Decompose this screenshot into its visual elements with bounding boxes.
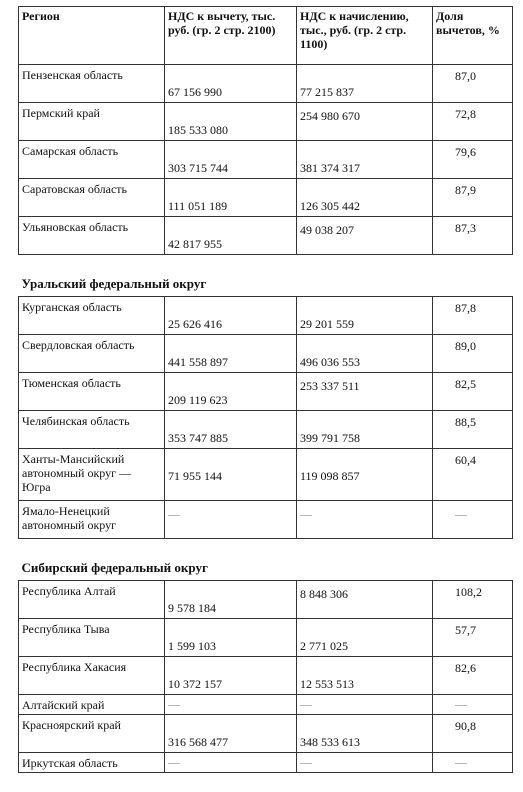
- accrual-cell-value: 49 038 207: [300, 223, 354, 237]
- deduction-cell: [165, 141, 297, 179]
- deduction-cell-value: 209 119 623: [168, 393, 228, 407]
- deduction-cell: [165, 581, 297, 619]
- accrual-cell: [297, 581, 433, 619]
- deduction-cell-value: 67 156 990: [168, 85, 222, 99]
- region-cell: Республика Хакасия: [19, 657, 165, 695]
- deduction-cell: [165, 335, 297, 373]
- share-cell-value: 82,5: [455, 377, 476, 391]
- region-cell: Тюменская область: [19, 373, 165, 411]
- share-cell: [433, 103, 513, 141]
- accrual-cell: [297, 179, 433, 217]
- share-cell-value: 87,3: [455, 221, 476, 235]
- table-row: [19, 411, 513, 449]
- share-cell-value: 88,5: [455, 415, 476, 429]
- accrual-cell-value: —: [300, 755, 312, 769]
- accrual-cell: [297, 297, 433, 335]
- accrual-cell: [297, 335, 433, 373]
- header-row: [19, 7, 513, 65]
- share-cell: [433, 753, 513, 773]
- deduction-cell: [165, 449, 297, 501]
- table-row: [19, 657, 513, 695]
- deduction-cell: [165, 297, 297, 335]
- region-cell: Ульяновская область: [19, 217, 165, 255]
- accrual-cell-value: 253 337 511: [300, 379, 360, 393]
- deduction-cell: [165, 373, 297, 411]
- deduction-cell-value: —: [168, 507, 180, 521]
- document-page: [18, 6, 512, 773]
- deduction-cell-value: 303 715 744: [168, 161, 228, 175]
- accrual-cell-value: —: [300, 507, 312, 521]
- accrual-cell-value: 399 791 758: [300, 431, 360, 445]
- accrual-cell-value: 119 098 857: [300, 469, 360, 483]
- share-cell-value: 87,0: [455, 69, 476, 83]
- accrual-cell: [297, 695, 433, 715]
- table-row: [19, 715, 513, 753]
- table-row: [19, 141, 513, 179]
- table-row: [19, 501, 513, 539]
- deduction-cell-value: 441 558 897: [168, 355, 228, 369]
- share-cell: [433, 715, 513, 753]
- deduction-cell-value: 111 051 189: [168, 199, 228, 213]
- share-cell: [433, 297, 513, 335]
- deduction-cell-value: —: [168, 697, 180, 711]
- deduction-cell: [165, 179, 297, 217]
- deduction-cell-value: 10 372 157: [168, 677, 222, 691]
- region-cell: Пермский край: [19, 103, 165, 141]
- accrual-cell: [297, 103, 433, 141]
- share-cell: [433, 657, 513, 695]
- share-cell-value: —: [455, 697, 467, 711]
- share-cell-value: 82,6: [455, 661, 476, 675]
- section-row: [19, 539, 513, 581]
- deduction-cell-value: 185 533 080: [168, 123, 228, 137]
- table-row: [19, 217, 513, 255]
- share-cell: [433, 695, 513, 715]
- share-cell: [433, 179, 513, 217]
- table-row: [19, 449, 513, 501]
- deduction-cell-value: 1 599 103: [168, 639, 216, 653]
- deduction-cell: [165, 501, 297, 539]
- share-cell-value: 108,2: [455, 585, 482, 599]
- share-cell-value: 79,6: [455, 145, 476, 159]
- table-row: [19, 297, 513, 335]
- deduction-cell-value: 25 626 416: [168, 317, 222, 331]
- accrual-cell: [297, 657, 433, 695]
- accrual-cell-value: 496 036 553: [300, 355, 360, 369]
- header-share: Доля вычетов, %: [433, 7, 513, 65]
- deduction-cell: [165, 695, 297, 715]
- table-row: [19, 179, 513, 217]
- share-cell-value: 57,7: [455, 623, 476, 637]
- region-cell: Алтайский край: [19, 695, 165, 715]
- accrual-cell: [297, 715, 433, 753]
- share-cell: [433, 141, 513, 179]
- share-cell-value: 87,8: [455, 301, 476, 315]
- deduction-cell: [165, 411, 297, 449]
- deduction-cell: [165, 103, 297, 141]
- share-cell-value: 87,9: [455, 183, 476, 197]
- share-cell: [433, 449, 513, 501]
- accrual-cell-value: 254 980 670: [300, 109, 360, 123]
- share-cell: [433, 619, 513, 657]
- header-accrual: НДС к начислению, тыс., руб. (гр. 2 стр. 1100): [297, 7, 433, 65]
- deduction-cell-value: 71 955 144: [168, 469, 222, 483]
- region-cell: Ханты-Мансийский автономный округ — Югра: [19, 449, 165, 501]
- region-cell: Свердловская область: [19, 335, 165, 373]
- region-cell: Иркутская область: [19, 753, 165, 773]
- share-cell-value: 89,0: [455, 339, 476, 353]
- share-cell: [433, 581, 513, 619]
- share-cell: [433, 411, 513, 449]
- deduction-cell: [165, 657, 297, 695]
- share-cell-value: 60,4: [455, 453, 476, 467]
- section-title: Уральский федеральный округ: [21, 276, 207, 291]
- region-cell: Республика Алтай: [19, 581, 165, 619]
- accrual-cell: [297, 373, 433, 411]
- deduction-cell: [165, 753, 297, 773]
- table-row: [19, 695, 513, 715]
- section-title: Сибирский федеральный округ: [21, 560, 208, 575]
- region-cell: Красноярский край: [19, 715, 165, 753]
- deduction-cell: [165, 619, 297, 657]
- region-cell: Ямало-Ненецкий автономный округ: [19, 501, 165, 539]
- share-cell-value: 90,8: [455, 719, 476, 733]
- accrual-cell-value: 2 771 025: [300, 639, 348, 653]
- share-cell: [433, 501, 513, 539]
- region-cell: Пензенская область: [19, 65, 165, 103]
- accrual-cell: [297, 65, 433, 103]
- accrual-cell: [297, 217, 433, 255]
- table-row: [19, 753, 513, 773]
- region-cell: Самарская область: [19, 141, 165, 179]
- deduction-cell-value: 9 578 184: [168, 601, 216, 615]
- region-cell: Республика Тыва: [19, 619, 165, 657]
- accrual-cell-value: 29 201 559: [300, 317, 354, 331]
- share-cell: [433, 335, 513, 373]
- share-cell: [433, 217, 513, 255]
- share-cell-value: 72,8: [455, 107, 476, 121]
- deduction-cell: [165, 715, 297, 753]
- accrual-cell-value: 12 553 513: [300, 677, 354, 691]
- table-row: [19, 335, 513, 373]
- share-cell: [433, 373, 513, 411]
- region-cell: Челябинская область: [19, 411, 165, 449]
- accrual-cell: [297, 619, 433, 657]
- region-cell: Курганская область: [19, 297, 165, 335]
- table-row: [19, 373, 513, 411]
- table-body: [19, 65, 513, 773]
- accrual-cell: [297, 501, 433, 539]
- accrual-cell: [297, 141, 433, 179]
- deduction-cell-value: 353 747 885: [168, 431, 228, 445]
- region-cell: Саратовская область: [19, 179, 165, 217]
- accrual-cell-value: 381 374 317: [300, 161, 360, 175]
- deduction-cell-value: —: [168, 755, 180, 769]
- share-cell: [433, 65, 513, 103]
- share-cell-value: —: [455, 507, 467, 521]
- vat-table: [18, 6, 513, 773]
- accrual-cell-value: 348 533 613: [300, 735, 360, 749]
- table-row: [19, 65, 513, 103]
- share-cell-value: —: [455, 755, 467, 769]
- deduction-cell-value: 42 817 955: [168, 237, 222, 251]
- accrual-cell-value: 8 848 306: [300, 587, 348, 601]
- header-deduction: НДС к вычету, тыс. руб. (гр. 2 стр. 2100): [165, 7, 297, 65]
- deduction-cell-value: 316 568 477: [168, 735, 228, 749]
- accrual-cell: [297, 449, 433, 501]
- accrual-cell: [297, 753, 433, 773]
- table-row: [19, 103, 513, 141]
- table-row: [19, 619, 513, 657]
- header-region: Регион: [19, 7, 165, 65]
- accrual-cell-value: —: [300, 697, 312, 711]
- deduction-cell: [165, 217, 297, 255]
- accrual-cell-value: 126 305 442: [300, 199, 360, 213]
- table-row: [19, 581, 513, 619]
- accrual-cell-value: 77 215 837: [300, 85, 354, 99]
- accrual-cell: [297, 411, 433, 449]
- deduction-cell: [165, 65, 297, 103]
- section-row: [19, 255, 513, 297]
